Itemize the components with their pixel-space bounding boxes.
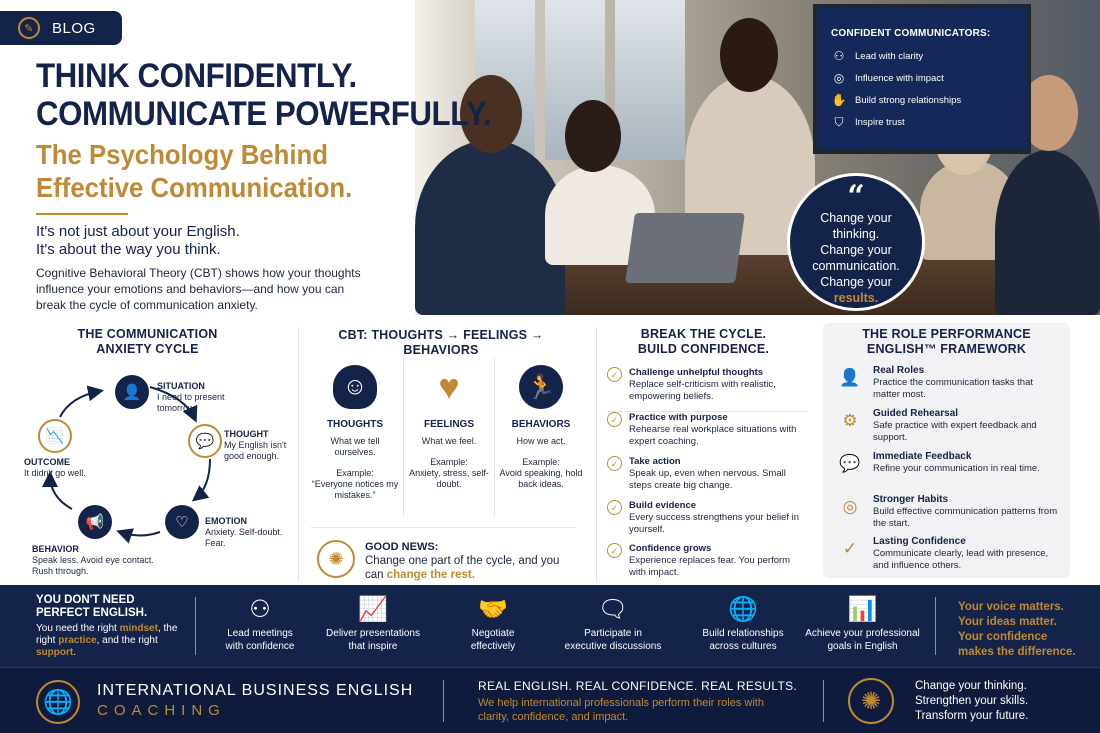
- good-news-accent: change the rest.: [386, 569, 475, 581]
- break-item: ✓ Confidence grows Experience replaces fear. You perform with impact.: [607, 543, 807, 579]
- target-icon: ◎: [842, 497, 858, 516]
- quote-line: communication.: [812, 259, 900, 273]
- content-section: [0, 315, 1100, 585]
- handshake-icon: ✋: [831, 93, 847, 107]
- divider: [195, 597, 196, 655]
- screen-item: [831, 71, 1013, 85]
- benefit-item: 🌐 Build relationships across cultures: [683, 593, 803, 653]
- framework-item: ✓ Lasting Confidence Communicate clearly, lead with presence, and influence others.: [837, 536, 1062, 572]
- break-item: ✓ Build evidence Every success strengthens your belief in yourself.: [607, 500, 807, 536]
- people-icon: ⚇: [833, 49, 845, 63]
- cbt-col-text: How we act.: [516, 436, 566, 446]
- cbt-example: Avoid speaking, hold back ideas.: [499, 468, 583, 489]
- hero-section: [0, 0, 1100, 315]
- growth-chart-icon: 📊: [847, 596, 878, 623]
- divider: [823, 680, 824, 722]
- blog-badge[interactable]: [0, 11, 122, 45]
- screen-item-label: Lead with clarity: [855, 50, 924, 62]
- target-icon: ◎: [833, 71, 845, 85]
- speaker-chat-icon: 🗨: [597, 596, 629, 623]
- head-icon: ☺: [333, 365, 377, 409]
- person-silhouette: [415, 140, 565, 315]
- check-icon: ✓: [607, 543, 622, 558]
- check-circle-icon: ✓: [842, 539, 858, 558]
- person-silhouette: [995, 150, 1100, 315]
- chat-icon: 💬: [839, 454, 861, 473]
- cbt-section: [298, 327, 583, 582]
- quote-mark-icon: “: [847, 179, 865, 214]
- cycle-outcome: OUTCOME It didn't go well.: [24, 457, 86, 478]
- screen-item: [831, 115, 1013, 130]
- cycle-behavior: BEHAVIOR Speak less. Avoid eye contact. Rush through.: [32, 544, 154, 576]
- check-icon: ✓: [607, 456, 622, 471]
- footer-slogan: REAL ENGLISH. REAL CONFIDENCE. REAL RESULTS.: [478, 679, 798, 693]
- screen-item-label: Inspire trust: [855, 117, 905, 128]
- framework-panel: [823, 323, 1070, 578]
- page-subtitle: Effective Communication.: [36, 172, 353, 203]
- brand-subname: COACHING: [97, 702, 226, 719]
- footer-description: We help international professionals perform their roles with clarity, confidence, and impact.: [478, 697, 764, 723]
- cbt-col-label: BEHAVIORS: [511, 419, 571, 430]
- tagline: It's about the way you think.: [36, 241, 221, 258]
- benefit-item: 📈 Deliver presentations that inspire: [313, 593, 433, 653]
- quote-line: thinking.: [832, 227, 880, 241]
- check-icon: ✓: [607, 500, 622, 515]
- framework-item: 💬 Immediate Feedback Refine your communication in real time.: [837, 451, 1062, 475]
- brand-name: INTERNATIONAL BUSINESS ENGLISH: [97, 682, 414, 699]
- thought-bubble-icon: 💬: [188, 424, 222, 458]
- cbt-example: Anxiety, stress, self-doubt.: [409, 468, 489, 489]
- break-item: ✓ Practice with purpose Rehearse real workplace situations with expert coaching.: [607, 411, 807, 448]
- good-news-label: GOOD NEWS:: [365, 541, 439, 553]
- benefit-item: 🤝 Negotiate effectively: [433, 593, 553, 653]
- wall-screen: [813, 4, 1031, 154]
- person-head: [720, 18, 778, 92]
- screen-title: CONFIDENT COMMUNICATORS:: [831, 28, 991, 39]
- quote-line: results.: [833, 291, 879, 305]
- screen-item: [831, 49, 1013, 63]
- cbt-col-text: What we tell ourselves.: [330, 436, 380, 457]
- section-title: BREAK THE CYCLE. BUILD CONFIDENCE.: [637, 327, 770, 356]
- megaphone-icon: 📢: [78, 505, 112, 539]
- benefit-item: 🗨 Participate in executive discussions: [553, 593, 673, 653]
- quote-line: Change your: [820, 275, 892, 289]
- framework-item: ◎ Stronger Habits Build effective communication patterns from the start.: [837, 494, 1062, 530]
- laptop: [625, 213, 745, 283]
- heart-icon: ♥: [438, 366, 460, 407]
- divider: [935, 597, 936, 655]
- blog-badge-label: BLOG: [52, 19, 96, 37]
- good-news-text: Change one part of the cycle, and you can: [365, 555, 560, 581]
- need-text: YOU DON'T NEED PERFECT ENGLISH. You need the right mindset, the right practice, and the right support.: [36, 594, 178, 658]
- user-icon: 👤: [839, 368, 861, 387]
- presentation-board-icon: 📈: [358, 596, 388, 623]
- quote-circle: [787, 173, 925, 311]
- cbt-feelings: [403, 357, 495, 517]
- framework-item: ⚙ Guided Rehearsal Safe practice with expert feedback and support.: [837, 408, 1062, 444]
- transform-text: Change your thinking. Strengthen your skills. Transform your future.: [915, 680, 1029, 722]
- divider: [36, 213, 128, 215]
- cbt-col-label: THOUGHTS: [326, 419, 384, 430]
- benefits-band: [0, 585, 1100, 667]
- cbt-behaviors: [495, 357, 587, 517]
- cbt-example-label: Example:: [430, 457, 468, 467]
- cycle-emotion: EMOTION Anxiety. Self-doubt. Fear.: [205, 516, 283, 548]
- cbt-col-text: What we feel.: [421, 436, 477, 446]
- globe-logo-icon: 🌐: [36, 680, 80, 724]
- quote-line: Change your: [820, 243, 892, 257]
- intro-text: Cognitive Behavioral Theory (CBT) shows how your thoughts influence your emotions and behaviors—and how you can break the cycle of communication anxiety.: [36, 266, 361, 312]
- cycle-thought: THOUGHT My English isn't good enough.: [224, 429, 287, 461]
- page-title: THINK CONFIDENTLY.: [36, 57, 357, 95]
- benefit-item: ⚇ Lead meetings with confidence: [200, 593, 320, 653]
- break-item: ✓ Take action Speak up, even when nervous. Small steps create big change.: [607, 456, 807, 492]
- shield-icon: ⛉: [834, 115, 844, 129]
- cbt-thoughts: [309, 357, 401, 517]
- cbt-example-label: Example:: [522, 457, 560, 467]
- cbt-col-label: FEELINGS: [423, 419, 474, 430]
- cbt-example: “Everyone notices my mistakes.”: [311, 479, 399, 500]
- check-icon: ✓: [607, 367, 622, 382]
- globe-icon: 🌐: [728, 596, 758, 623]
- anxiety-cycle: [10, 327, 285, 582]
- person-icon: 👤: [115, 375, 149, 409]
- handshake-icon: 🤝: [478, 596, 508, 623]
- tagline: It's not just about your English.: [36, 223, 240, 240]
- person-head: [565, 100, 621, 172]
- screen-item-label: Build strong relationships: [855, 94, 962, 106]
- page-subtitle: The Psychology Behind: [36, 139, 328, 170]
- voice-statement: Your voice matters. Your ideas matter. Your confidence makes the difference.: [958, 601, 1076, 658]
- section-title: THE ROLE PERFORMANCE ENGLISH™ FRAMEWORK: [862, 327, 1031, 356]
- gear-icon: ⚙: [842, 411, 858, 430]
- window-pane: [615, 0, 685, 160]
- section-title: CBT: THOUGHTS → FEELINGS → BEHAVIORS: [338, 328, 544, 357]
- cycle-situation: SITUATION I need to present tomorrow.: [157, 381, 225, 413]
- brain-icon: ✺: [317, 540, 355, 578]
- quote-line: Change your: [820, 211, 892, 225]
- check-icon: ✓: [607, 412, 622, 427]
- cbt-example-label: Example:: [336, 468, 374, 478]
- divider: [443, 680, 444, 722]
- screen-item-label: Influence with impact: [855, 72, 944, 84]
- chart-down-icon: 📉: [38, 419, 72, 453]
- footer: [0, 667, 1100, 733]
- page-title: COMMUNICATE POWERFULLY.: [36, 95, 492, 133]
- section-title: THE COMMUNICATION ANXIETY CYCLE: [77, 327, 218, 356]
- running-person-icon: 🏃: [519, 365, 563, 409]
- framework-item: 👤 Real Roles Practice the communication tasks that matter most.: [837, 365, 1062, 401]
- team-icon: ⚇: [249, 596, 271, 623]
- brain-icon: ✺: [848, 678, 894, 724]
- pencil-icon: ✎: [18, 17, 40, 39]
- break-cycle-section: [596, 327, 810, 582]
- good-news: [311, 527, 576, 582]
- heartbeat-icon: ♡: [165, 505, 199, 539]
- screen-item: [831, 93, 1013, 107]
- break-item: ✓ Challenge unhelpful thoughts Replace self-criticism with realistic, empowering beliefs.: [607, 367, 807, 403]
- benefit-item: 📊 Achieve your professional goals in English: [800, 593, 925, 653]
